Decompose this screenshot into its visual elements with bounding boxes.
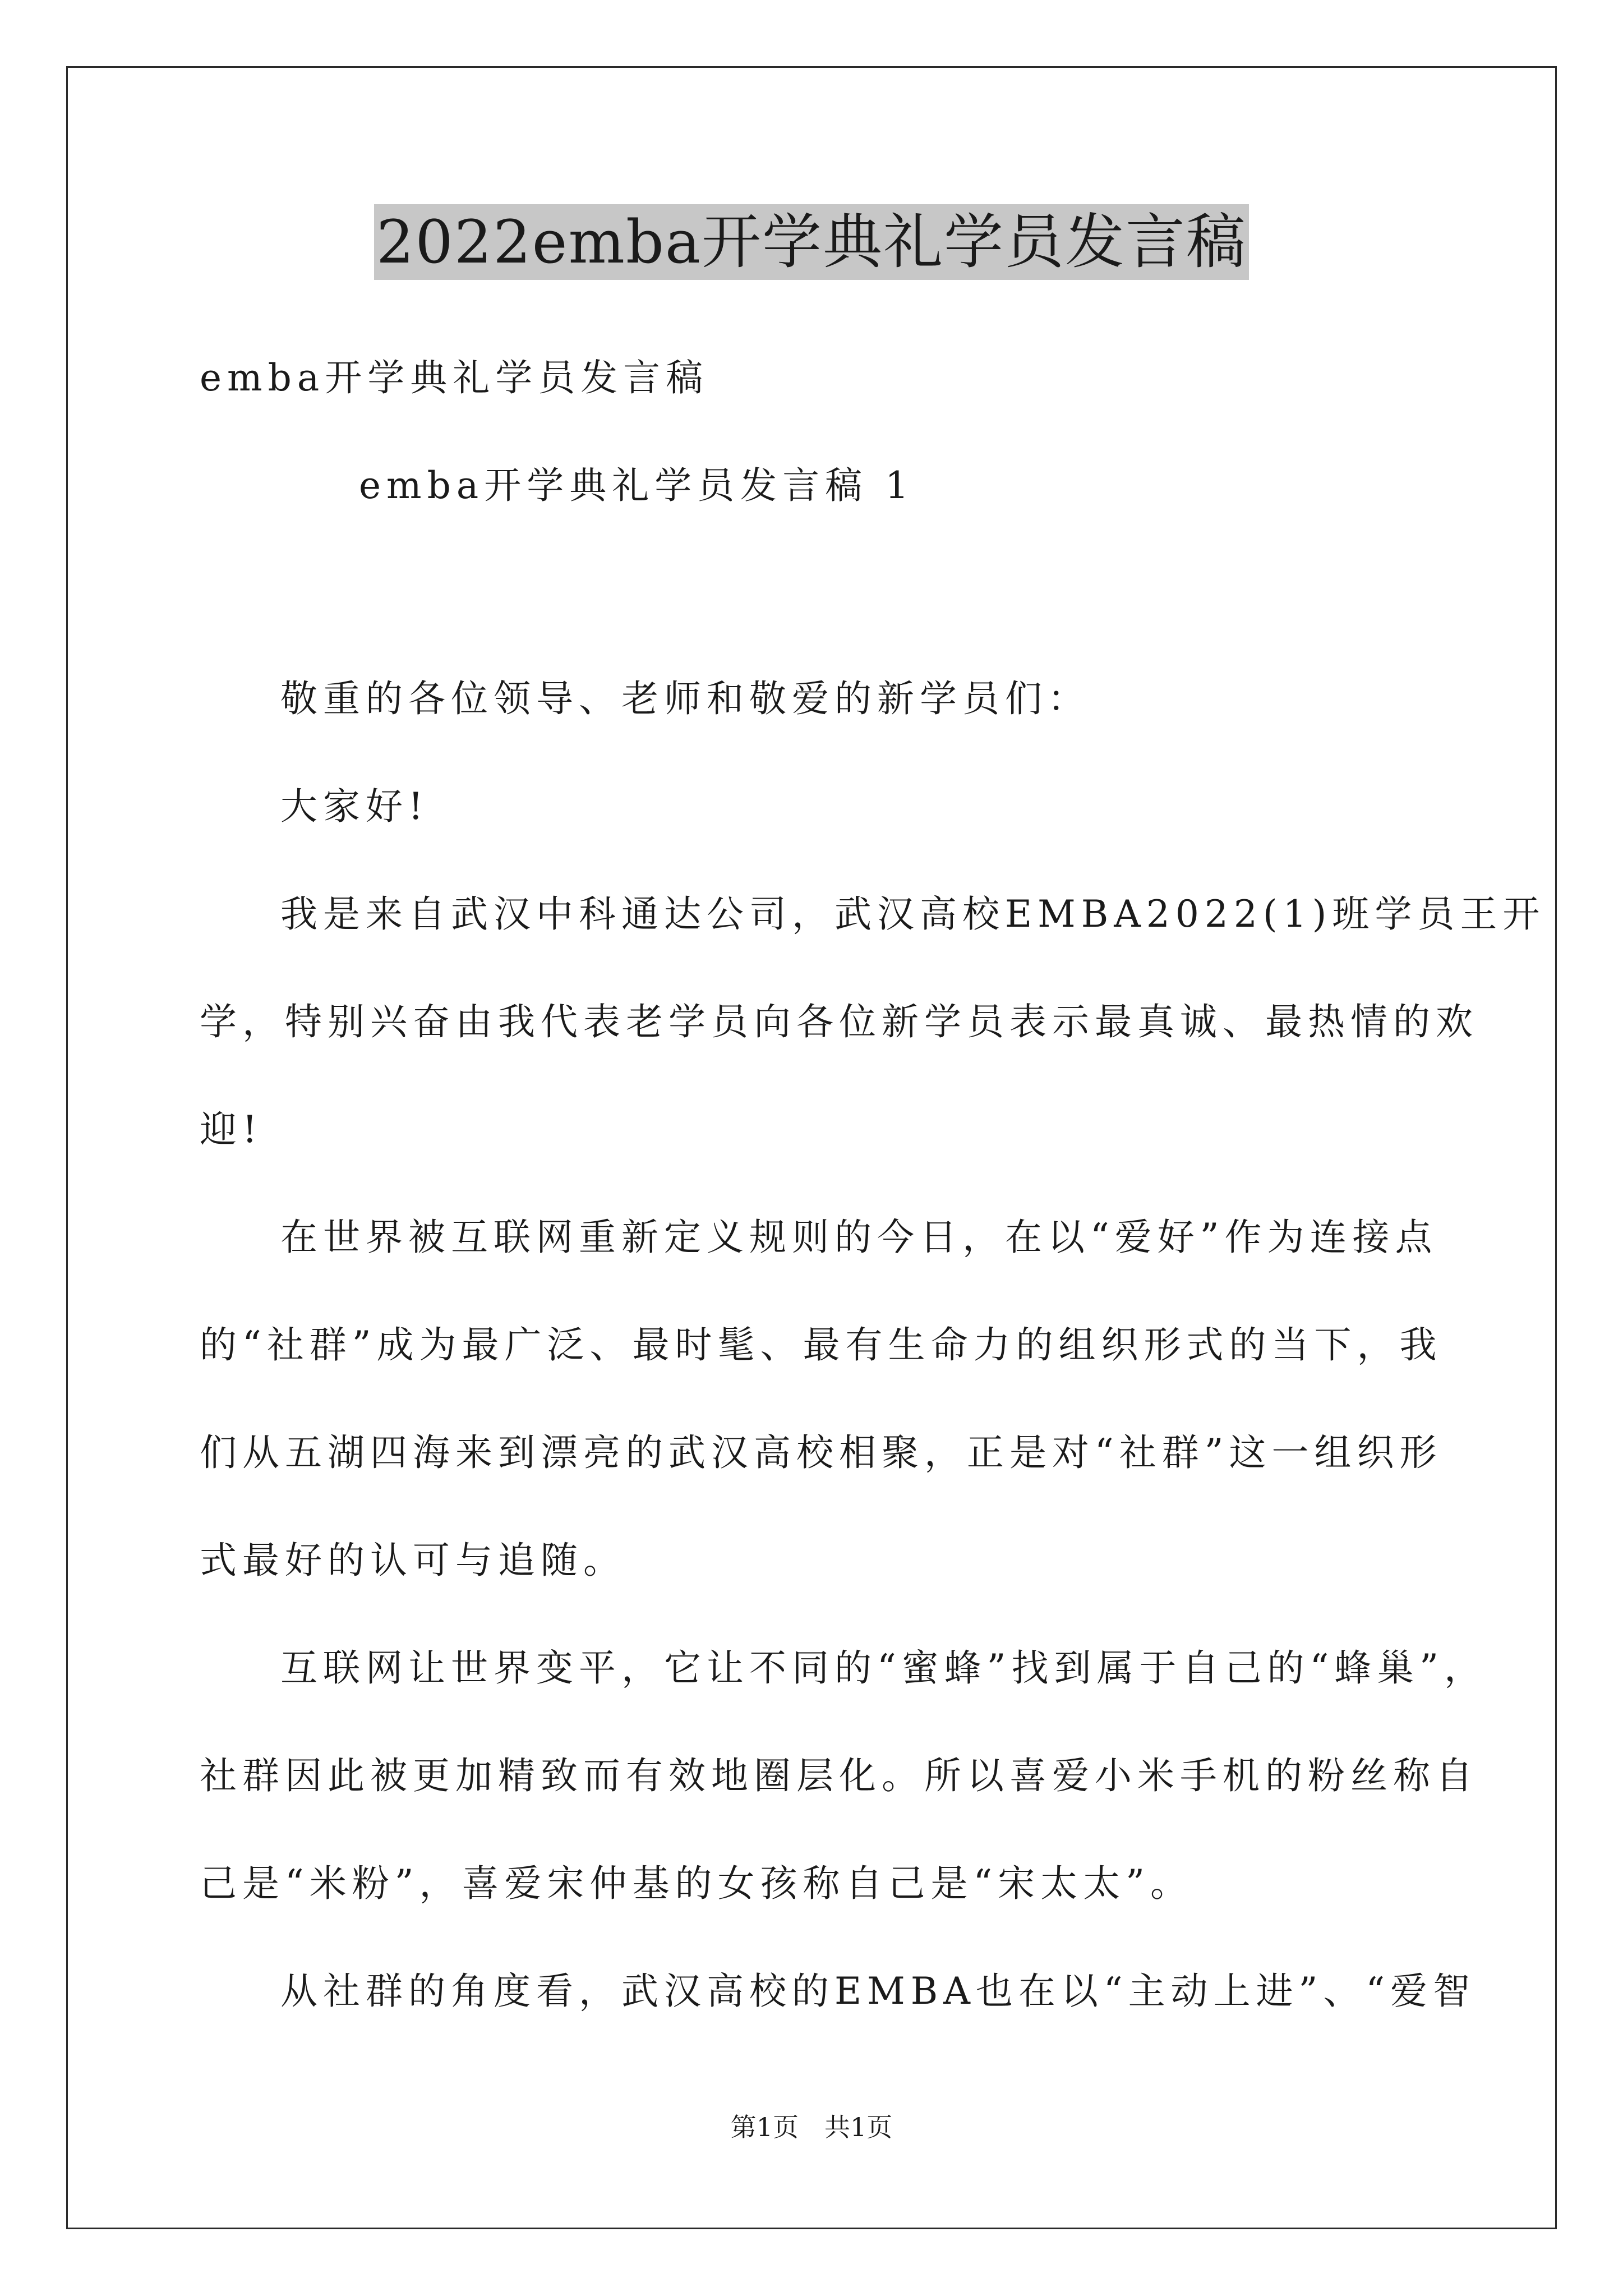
paragraph-line: 学，特别兴奋由我代表老学员向各位新学员表示最真诚、最热情的欢	[200, 1000, 1478, 1043]
document-title	[0, 203, 1623, 282]
paragraph-line: 的“社群”成为最广泛、最时髦、最有生命力的组织形式的当下，我	[200, 1323, 1442, 1366]
document-title-text: 2022emba开学典礼学员发言稿	[374, 204, 1249, 280]
paragraph-line: 大家好!	[280, 785, 429, 828]
paragraph-line: 在世界被互联网重新定义规则的今日，在以“爱好”作为连接点	[280, 1216, 1438, 1259]
paragraph-line: 从社群的角度看，武汉高校的EMBA也在以“主动上进”、“爱智	[280, 1970, 1476, 2013]
paragraph-line: 们从五湖四海来到漂亮的武汉高校相聚，正是对“社群”这一组织形	[200, 1431, 1442, 1474]
paragraph-line: 迎!	[200, 1108, 263, 1151]
page-number-footer: 第1页 共1页	[730, 2112, 893, 2142]
paragraph-line: 己是“米粉”，喜爱宋仲基的女孩称自己是“宋太太”。	[200, 1862, 1193, 1905]
document-subtitle: emba开学典礼学员发言稿	[200, 356, 709, 399]
paragraph-line: 社群因此被更加精致而有效地圈层化。所以喜爱小米手机的粉丝称自	[200, 1754, 1478, 1797]
paragraph-line: 互联网让世界变平，它让不同的“蜜蜂”找到属于自己的“蜂巢”，	[280, 1646, 1487, 1690]
section-heading: emba开学典礼学员发言稿 1	[359, 464, 915, 507]
paragraph-line: 敬重的各位领导、老师和敬爱的新学员们：	[280, 677, 1090, 720]
paragraph-line: 我是来自武汉中科通达公司，武汉高校EMBA2022(1)班学员王开	[280, 892, 1546, 936]
paragraph-line: 式最好的认可与追随。	[200, 1539, 626, 1582]
